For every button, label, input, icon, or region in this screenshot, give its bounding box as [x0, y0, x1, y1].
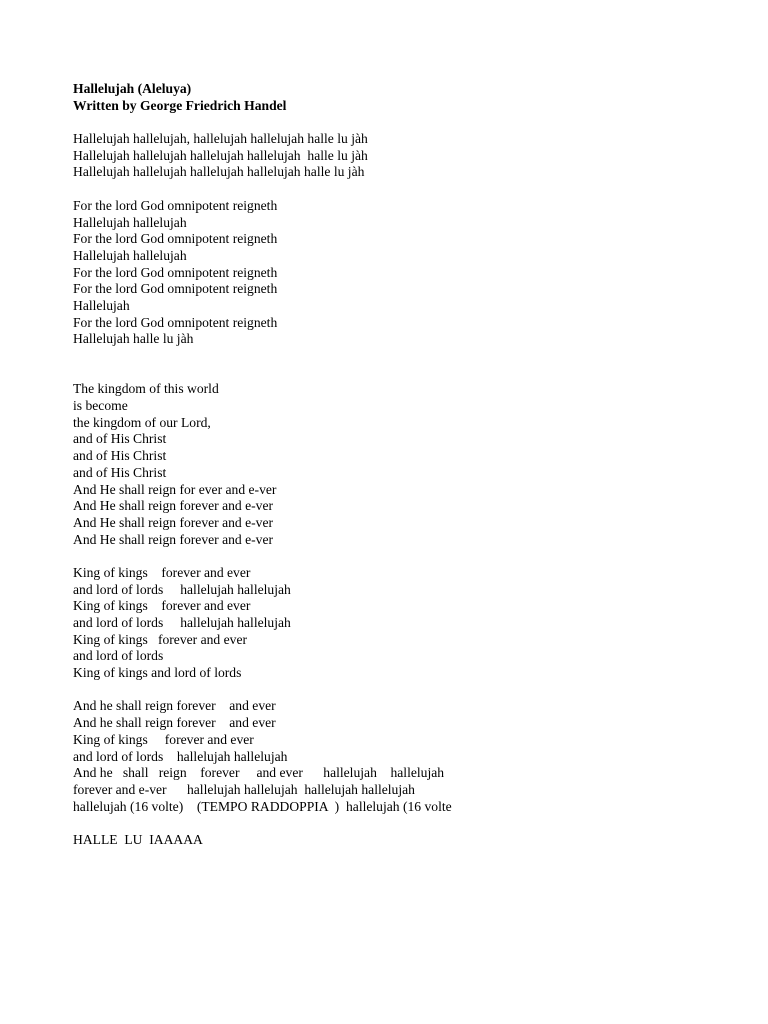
lyric-line: And he shall reign forever and ever: [73, 698, 276, 714]
stanza-1: [73, 131, 753, 181]
lyric-line: And He shall reign for ever and e-ver: [73, 481, 277, 497]
stanza-4: [73, 565, 753, 682]
lyric-line: King of kings forever and ever: [73, 731, 254, 747]
title-block: [73, 81, 753, 114]
lyric-line: King of kings forever and ever: [73, 631, 248, 647]
lyric-line: And He shall reign forever and e-ver: [73, 498, 274, 514]
lyric-line: is become: [73, 398, 128, 414]
lyric-line: For the lord God omnipotent reigneth: [73, 264, 278, 280]
lyric-line: King of kings forever and ever: [73, 598, 251, 614]
stanza-5: [73, 698, 753, 815]
lyric-line: For the lord God omnipotent reigneth: [73, 197, 278, 213]
lyric-line: And He shall reign forever and e-ver: [73, 531, 274, 547]
lyric-line: And he shall reign forever and ever: [73, 715, 276, 731]
lyrics-page: [73, 81, 753, 849]
lyric-line: Hallelujah hallelujah hallelujah hallelujah halle lu jàh: [73, 147, 368, 163]
lyric-line: For the lord God omnipotent reigneth: [73, 231, 278, 247]
lyric-line: the kingdom of our Lord,: [73, 414, 211, 430]
lyric-line: and of His Christ: [73, 464, 167, 480]
lyric-line: Hallelujah hallelujah: [73, 214, 187, 230]
lyric-line: and lord of lords hallelujah hallelujah: [73, 615, 291, 631]
lyric-line: Hallelujah hallelujah, hallelujah hallelujah halle lu jàh: [73, 131, 368, 147]
lyric-line: Hallelujah halle lu jàh: [73, 331, 194, 347]
lyric-line: hallelujah (16 volte) (TEMPO RADDOPPIA ) hallelujah (16 volte: [73, 798, 452, 814]
lyric-line: King of kings and lord of lords: [73, 665, 242, 681]
lyric-line: HALLE LU IAAAAA: [73, 831, 203, 847]
lyric-line: and of His Christ: [73, 448, 167, 464]
lyric-line: and lord of lords: [73, 648, 164, 664]
lyric-line: Hallelujah hallelujah hallelujah hallelujah halle lu jàh: [73, 164, 365, 180]
lyric-line: And He shall reign forever and e-ver: [73, 514, 274, 530]
lyric-line: forever and e-ver hallelujah hallelujah hallelujah hallelujah: [73, 781, 415, 797]
document-title: Hallelujah (Aleluya): [73, 81, 192, 96]
lyric-line: and of His Christ: [73, 431, 167, 447]
document-subtitle: Written by George Friedrich Handel: [73, 97, 287, 113]
lyric-line: and lord of lords hallelujah hallelujah: [73, 581, 291, 597]
lyric-line: For the lord God omnipotent reigneth: [73, 281, 278, 297]
lyric-line: For the lord God omnipotent reigneth: [73, 314, 278, 330]
stanza-3: [73, 381, 753, 548]
lyric-line: Hallelujah: [73, 297, 130, 313]
stanza-2: [73, 198, 753, 348]
lyric-line: and lord of lords hallelujah hallelujah: [73, 748, 288, 764]
lyric-line: Hallelujah hallelujah: [73, 247, 187, 263]
stanza-6: [73, 832, 753, 849]
lyric-line: King of kings forever and ever: [73, 564, 251, 580]
lyric-line: And he shall reign forever and ever hallelujah hallelujah: [73, 765, 445, 781]
lyric-line: The kingdom of this world: [73, 381, 219, 397]
